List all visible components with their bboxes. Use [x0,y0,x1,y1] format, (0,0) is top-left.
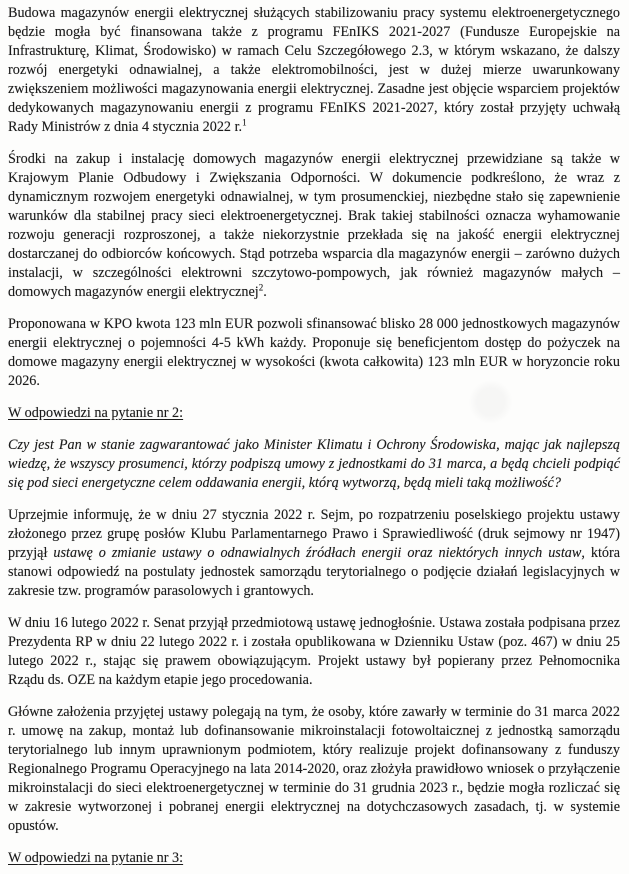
paragraph-text: Proponowana w KPO kwota 123 mln EUR pozwoli sfinansować blisko 28 000 jednostkowych magazynów energii elektrycznej o pojemności 4-5 kWh każdy. Proponuje się beneficjentom dostęp do pożyczek na domowe magazyny energii elektrycznej w wysokości (kwota całkowita) 123 mln EUR w horyzoncie roku 2026. [8,316,620,389]
paragraph-kpo-home-storage [8,150,620,302]
section-heading-answer-3 [8,849,620,868]
paragraph-question-2 [8,436,620,493]
paragraph-feniks-funding [8,4,620,137]
section-heading-text: W odpowiedzi na pytanie nr 2: [8,405,184,421]
footnote-marker-2: 2 [258,282,264,293]
paragraph-text: Środki na zakup i instalację domowych magazynów energii elektrycznej przewidziane są także w Krajowym Planie Odbudowy i Zwiększania Odporności. W dokumencie podkreślono, że wraz z dynamicznym rozwojem energetyki odnawialnej, w tym prosumenckiej, niezbędne stało się zapewnienie warunków dla stabilnej pracy sieci elektroenergetycznej. Brak takiej stabilności oznacza wyhamowanie rozwoju generacji rozproszonej, a także niekorzystnie przekłada się na jakość energii elektrycznej dostarczanej do odbiorców końcowych. Stąd potrzeba wsparcia dla magazynów energii – zarówno dużych instalacji, w szczególności elektrowni szczytowo-pompowych, jak również magazynów małych – domowych magazynów energii elektrycznej [8,151,620,300]
section-heading-answer-2 [8,404,620,423]
paragraph-kpo-amount [8,315,620,391]
paragraph-senat-president [8,614,620,690]
paragraph-text: Główne założenia przyjętej ustawy polegają na tym, że osoby, które zawarły w terminie do 31 marca 2022 r. umowę na zakup, montaż lub dofinansowanie mikroinstalacji fotowoltaicznej z jednostką samorządu terytorialnego lub innym uprawnionym podmiotem, który realizuje projekt dofinansowany z funduszy Regionalnego Programu Operacyjnego na lata 2014-2020, oraz złożyła prawidłowo wniosek o przyłączenie mikroinstalacji do sieci elektroenergetycznej w terminie do 31 grudnia 2023 r., będzie mogła rozliczać się w zakresie wytworzonej i pobranej energii elektrycznej na dotychczasowych zasadach, tj. w systemie opustów. [8,704,620,834]
paragraph-text: W dniu 16 lutego 2022 r. Senat przyjął przedmiotową ustawę jednogłośnie. Ustawa została podpisana przez Prezydenta RP w dniu 22 lutego 2022 r. i została opublikowana w Dzienniku Ustaw (poz. 467) w dniu 25 lutego 2022 r., stając się prawem obowiązującym. Projekt ustawy był popierany przez Pełnomocnika Rządu ds. OZE na każdym etapie jego procedowania. [8,615,620,688]
section-heading-text: W odpowiedzi na pytanie nr 3: [8,850,184,866]
paragraph-text-tail: , która stanowi odpowiedź na postulaty jednostek samorządu terytorialnego o podjęcie działań legislacyjnych w zakresie tzw. programów parasolowych i grantowych. [8,545,621,599]
act-title-italic: ustawę o zmianie ustawy o odnawialnych źródłach energii oraz niektórych innych ustaw [53,545,582,561]
paragraph-text-lead: Uprzejmie informuję, że w dniu 27 stycznia 2022 r. Sejm, po rozpatrzeniu poselskiego projektu ustawy złożonego przez grupę posłów Klubu Parlamentarnego Prawo i Sprawiedliwość (druk sejmowy nr 1947) przyjął [8,507,620,561]
paragraph-text-after-footnote: . [263,284,267,300]
paragraph-sejm-act [8,506,620,601]
paragraph-act-main-provisions [8,703,620,836]
question-text: Czy jest Pan w stanie zagwarantować jako Minister Klimatu i Ochrony Środowiska, mając jak najlepszą wiedzę, że wszyscy prosumenci, którzy podpiszą umowy z jednostkami do 31 marca, a będą chcieli podpiąć się pod sieci energetyczne celem oddawania energii, którą wytworzą, będą mieli taką możliwość? [8,437,620,491]
paragraph-text: Budowa magazynów energii elektrycznej służących stabilizowaniu pracy systemu elektroenergetycznego będzie mogła być finansowana także z programu FEnIKS 2021-2027 (Fundusze Europejskie na Infrastrukturę, Klimat, Środowisko) w ramach Celu Szczegółowego 2.3, w którym wskazano, że dalszy rozwój energetyki odnawialnej, a także elektromobilności, jest w dużej mierze uwarunkowany zwiększeniem możliwości magazynowania energii elektrycznej. Zasadne jest objęcie wsparciem projektów dedykowanych magazynowaniu energii z programu FEnIKS 2021-2027, który został przyjęty uchwałą Rady Ministrów z dnia 4 stycznia 2022 r. [8,5,620,135]
footnote-marker-1: 1 [242,117,247,128]
